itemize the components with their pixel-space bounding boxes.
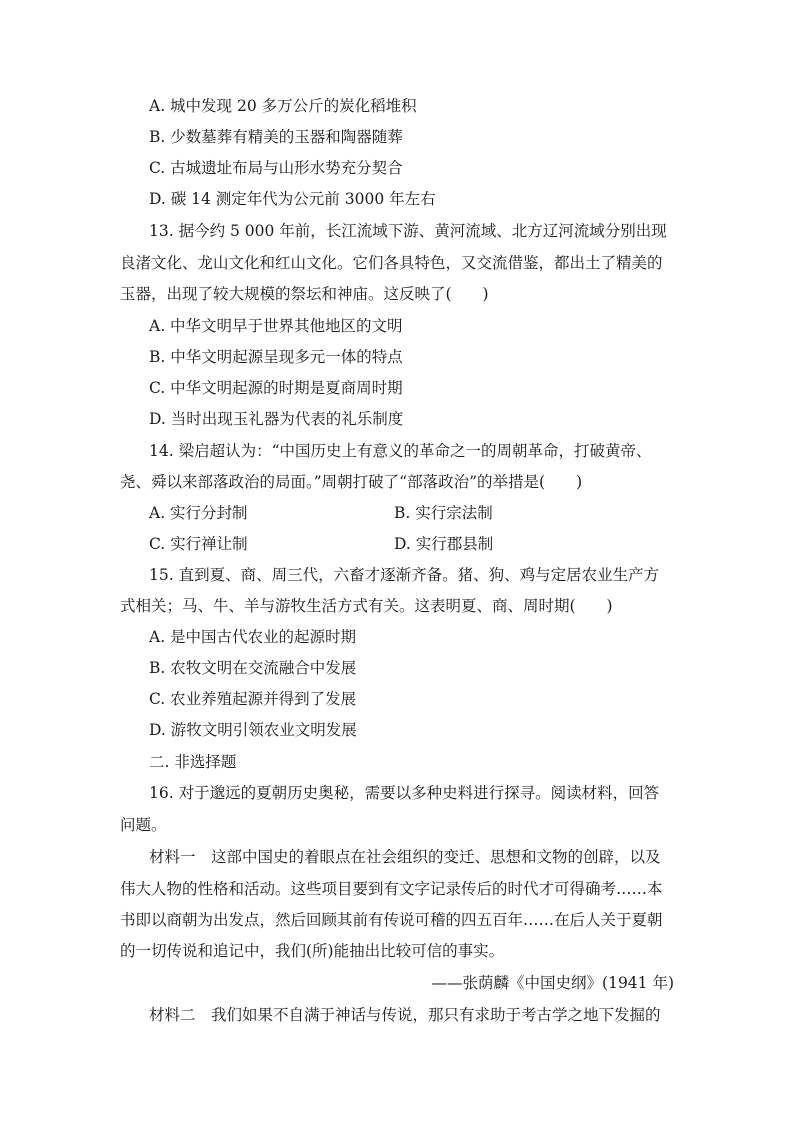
q14-option-a: A. 实行分封制 bbox=[149, 504, 248, 522]
q15-option-c: C. 农业养殖起源并得到了发展 bbox=[149, 690, 357, 708]
q13-option-d: D. 当时出现玉礼器为代表的礼乐制度 bbox=[149, 410, 404, 428]
q14-option-b: B. 实行宗法制 bbox=[394, 504, 493, 522]
q12-option-a: A. 城中发现 20 多万公斤的炭化稻堆积 bbox=[149, 97, 417, 115]
material1-source: ——张荫麟《中国史纲》(1941 年) bbox=[431, 974, 674, 992]
q12-option-d: D. 碳 14 测定年代为公元前 3000 年左右 bbox=[149, 190, 436, 208]
q14-option-d: D. 实行郡县制 bbox=[394, 535, 494, 553]
q12-option-c: C. 古城遗址布局与山形水势充分契合 bbox=[149, 159, 403, 177]
q14-stem-line: 尧、舜以来部落政治的局面。”周朝打破了“部落政治”的举措是( ) bbox=[120, 473, 583, 491]
material1-line: 伟大人物的性格和活动。这些项目要到有文字记录传后的时代才可得确考……本 bbox=[120, 880, 663, 898]
q16-stem-line: 16. 对于邈远的夏朝历史奥秘，需要以多种史料进行探寻。阅读材料，回答 bbox=[149, 784, 660, 802]
q14-stem-line: 14. 梁启超认为：“中国历史上有意义的革命之一的周朝革命，打破黄帝、 bbox=[149, 442, 652, 460]
q13-stem-line: 玉器，出现了较大规模的祭坛和神庙。这反映了( ) bbox=[120, 285, 489, 303]
q13-stem-line: 良渚文化、龙山文化和红山文化。它们各具特色，又交流借鉴，都出土了精美的 bbox=[120, 254, 663, 272]
q13-option-b: B. 中华文明起源呈现多元一体的特点 bbox=[149, 348, 403, 366]
q13-stem-line: 13. 据今约 5 000 年前，长江流域下游、黄河流域、北方辽河流域分别出现 bbox=[149, 222, 667, 240]
material1-line: 的一切传说和追记中，我们(所)能抽出比较可信的事实。 bbox=[120, 942, 505, 960]
material2-line: 材料二 我们如果不自满于神话与传说，那只有求助于考古学之地下发掘的 bbox=[149, 1006, 661, 1024]
q14-option-c: C. 实行禅让制 bbox=[149, 535, 248, 553]
section-heading: 二. 非选择题 bbox=[149, 753, 237, 771]
q15-stem-line: 式相关；马、牛、羊与游牧生活方式有关。这表明夏、商、周时期( ) bbox=[120, 597, 613, 615]
q15-option-d: D. 游牧文明引领农业文明发展 bbox=[149, 721, 357, 739]
q15-option-b: B. 农牧文明在交流融合中发展 bbox=[149, 659, 357, 677]
q15-stem-line: 15. 直到夏、商、周三代，六畜才逐渐齐备。猪、狗、鸡与定居农业生产方 bbox=[149, 566, 660, 584]
q15-option-a: A. 是中国古代农业的起源时期 bbox=[149, 628, 357, 646]
q13-option-a: A. 中华文明早于世界其他地区的文明 bbox=[149, 317, 403, 335]
material1-line: 书即以商朝为出发点，然后回顾其前有传说可稽的四五百年……在后人关于夏朝 bbox=[120, 911, 663, 929]
q16-stem-line: 问题。 bbox=[120, 816, 167, 834]
material1-line: 材料一 这部中国史的着眼点在社会组织的变迁、思想和文物的创辟，以及 bbox=[149, 848, 661, 866]
q13-option-c: C. 中华文明起源的时期是夏商周时期 bbox=[149, 379, 403, 397]
q12-option-b: B. 少数墓葬有精美的玉器和陶器随葬 bbox=[149, 128, 403, 146]
